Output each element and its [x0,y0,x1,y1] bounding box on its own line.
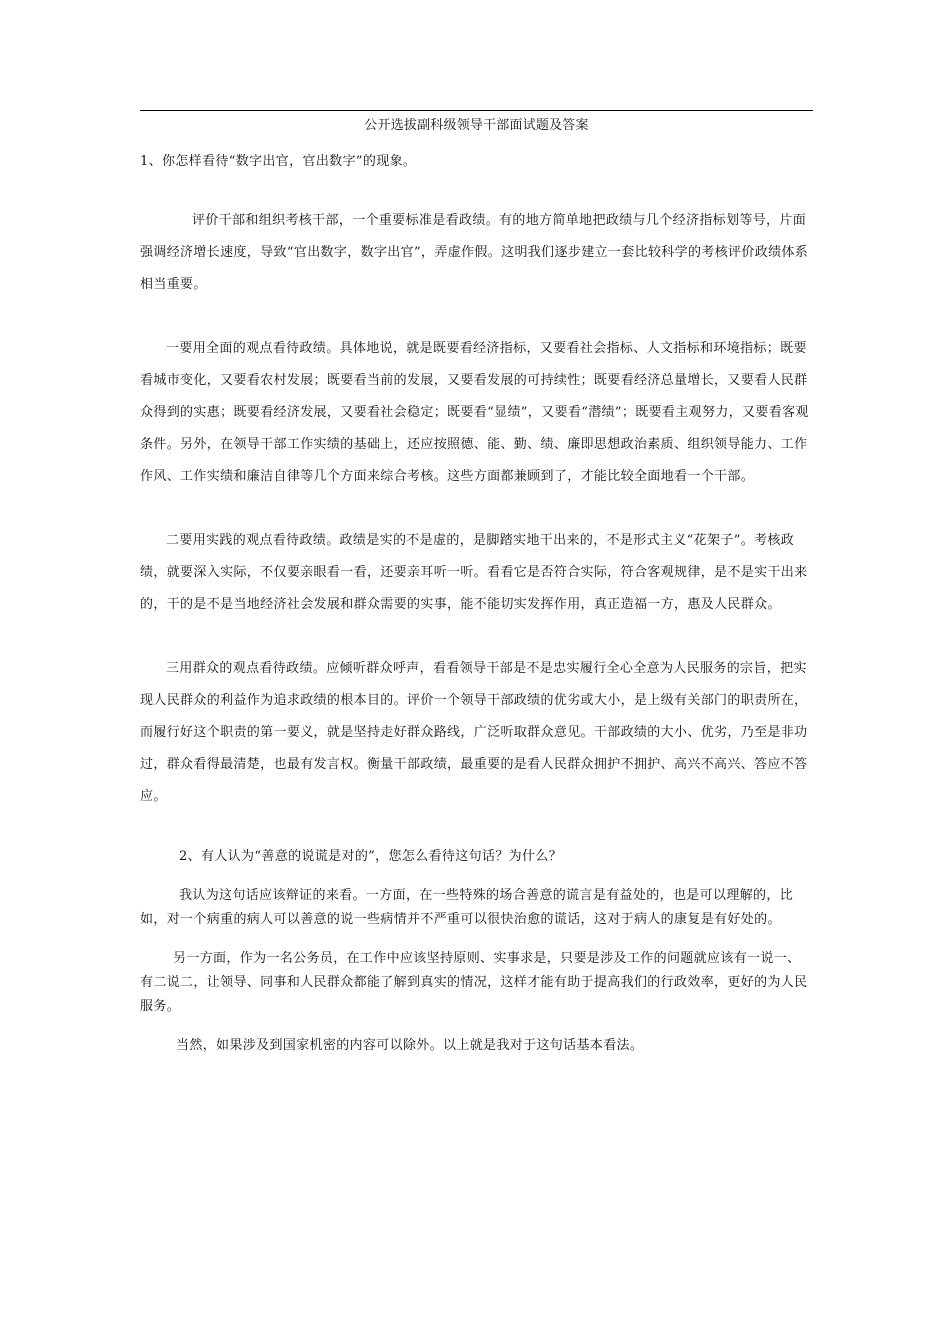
page-title: 公开选拔副科级领导干部面试题及答案 [364,118,589,133]
answer-1-intro: 评价干部和组织考核干部，一个重要标准是看政绩。有的地方简单地把政绩与几个经济指标划等号，片面强调经济增长速度，导致“官出数字，数字出官”，弄虚作假。这明我们逐步建立一套比较科学的考核评价政绩体系相当重要。 [140,213,809,292]
document-body [140,150,813,1058]
answer-2-paragraph-2: 另一方面，作为一名公务员，在工作中应该坚持原则、实事求是，只要是涉及工作的问题就应该有一说一、有二说二，让领导、同事和人民群众都能了解到真实的情况，这样才能有助于提高我们的行政效率，更好的为人民服务。 [140,951,808,1014]
answer-2-paragraph-1: 我认为这句话应该辩证的来看。一方面，在一些特殊的场合善意的谎言是有益处的，也是可以理解的，比如，对一个病重的病人可以善意的说一些病情并不严重可以很快治愈的谎话，这对于病人的康复是有好处的。 [140,888,794,927]
header-rule [140,110,813,111]
answer-1-point-3: 三用群众的观点看待政绩。应倾听群众呼声，看看领导干部是不是忠实履行全心全意为人民服务的宗旨，把实现人民群众的利益作为追求政绩的根本目的。评价一个领导干部政绩的优劣或大小，是上级有关部门的职责所在，而履行好这个职责的第一要义，就是坚持走好群众路线，广泛听取群众意见。干部政绩的大小、优劣，乃至是非功过，群众看得最清楚，也最有发言权。衡量干部政绩，最重要的是看人民群众拥护不拥护、高兴不高兴、答应不答应。 [140,661,808,804]
question-2: 2、有人认为“善意的说谎是对的”，您怎么看待这句话？为什么？ [179,849,563,864]
answer-2-paragraph-3: 当然，如果涉及到国家机密的内容可以除外。以上就是我对于这句话基本看法。 [176,1038,644,1053]
answer-1-point-2: 二要用实践的观点看待政绩。政绩是实的不是虚的，是脚踏实地干出来的，不是形式主义“花架子”。考核政绩，就要深入实际，不仅要亲眼看一看，还要亲耳听一听。看看它是否符合实际，符合客观规律，是不是实干出来的，干的是不是当地经济社会发展和群众需要的实事，能不能切实发挥作用，真正造福一方，惠及人民群众。 [140,533,808,612]
question-1: 1、你怎样看待“数字出官，官出数字”的现象。 [140,154,417,169]
answer-1-point-1: 一要用全面的观点看待政绩。具体地说，就是既要看经济指标，又要看社会指标、人文指标和环境指标；既要看城市变化，又要看农村发展；既要看当前的发展，又要看发展的可持续性；既要看经济总量增长，又要看人民群众得到的实惠；既要看经济发展，又要看社会稳定；既要看“显绩”，又要看“潜绩”；既要看主观努力，又要看客观条件。另外，在领导干部工作实绩的基础上，还应按照德、能、勤、绩、廉即思想政治素质、组织领导能力、工作作风、工作实绩和廉洁自律等几个方面来综合考核。这些方面都兼顾到了，才能比较全面地看一个干部。 [140,341,809,484]
